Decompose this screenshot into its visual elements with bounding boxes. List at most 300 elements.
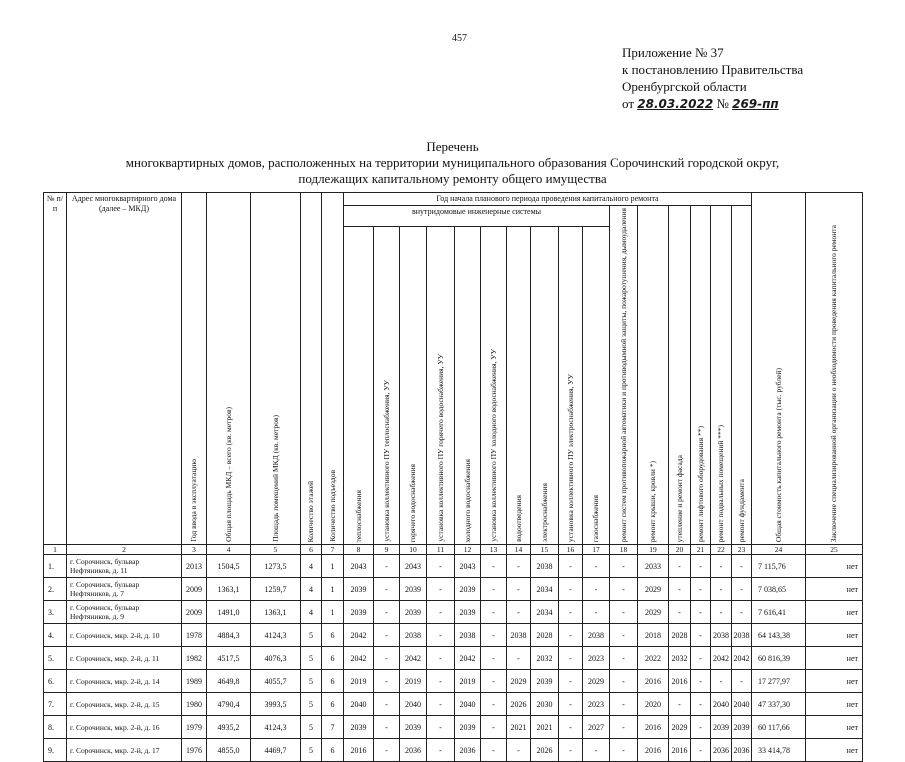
date-prefix: от: [622, 96, 635, 111]
table-cell: 2039: [400, 578, 427, 601]
table-cell: -: [610, 624, 638, 647]
table-cell: 2039: [711, 716, 732, 739]
table-cell: -: [610, 647, 638, 670]
table-cell: -: [507, 601, 531, 624]
table-cell: 2023: [583, 647, 610, 670]
title-line-2: многоквартирных домов, расположенных на территории муниципального образования Сорочинский городской округ,: [125, 155, 780, 170]
table-cell: 2039: [455, 601, 481, 624]
column-number: 25: [806, 545, 863, 555]
column-number: 13: [481, 545, 507, 555]
header-entrances: Количество подъездов: [322, 193, 344, 545]
header-total-area: Общая площадь МКД – всего (кв. метров): [207, 193, 251, 545]
table-cell: нет: [806, 601, 863, 624]
table-cell: 4517,5: [207, 647, 251, 670]
table-cell: -: [559, 555, 583, 578]
column-number: 2: [67, 545, 182, 555]
handwritten-number: 269-пп: [732, 97, 779, 111]
table-cell: 4855,0: [207, 739, 251, 762]
table-cell: 2030: [531, 693, 559, 716]
number-sign: №: [716, 96, 729, 111]
table-cell: 1979: [182, 716, 207, 739]
table-cell: 2021: [507, 716, 531, 739]
table-cell: 2009: [182, 601, 207, 624]
table-cell: 6: [322, 693, 344, 716]
table-cell: 7: [322, 716, 344, 739]
header-electric: электроснабжения: [531, 226, 559, 544]
row-address: г. Сорочинск, мкр. 2-й, д. 15: [67, 693, 182, 716]
document-title: [0, 139, 905, 187]
table-cell: 2043: [344, 555, 374, 578]
table-cell: 1363,1: [207, 578, 251, 601]
table-cell: 1363,1: [251, 601, 301, 624]
table-cell: 2026: [507, 693, 531, 716]
column-number: 23: [732, 545, 752, 555]
table-cell: 2038: [732, 624, 752, 647]
header-electric-pu: установка коллективного ПУ электроснабжения, УУ: [559, 226, 583, 544]
table-cell: -: [559, 578, 583, 601]
column-number: 4: [207, 545, 251, 555]
table-cell: 1976: [182, 739, 207, 762]
column-number: 20: [669, 545, 691, 555]
header-facade: утепление и ремонт фасада: [669, 206, 691, 545]
table-cell: 6: [322, 624, 344, 647]
header-sewage: водоотведения: [507, 226, 531, 544]
table-cell: 33 414,78: [752, 739, 806, 762]
table-cell: 2036: [732, 739, 752, 762]
column-number: 8: [344, 545, 374, 555]
table-cell: нет: [806, 739, 863, 762]
header-heating-pu: установка коллективного ПУ теплоснабжения, УУ: [374, 226, 400, 544]
table-cell: 2039: [344, 716, 374, 739]
table-cell: 4124,3: [251, 624, 301, 647]
header-address: Адрес многоквартирного дома (далее – МКД): [67, 193, 182, 545]
table-cell: 1978: [182, 624, 207, 647]
table-cell: -: [732, 670, 752, 693]
table-cell: -: [691, 555, 711, 578]
row-index: 7.: [44, 693, 67, 716]
table-cell: -: [691, 716, 711, 739]
table-cell: -: [481, 555, 507, 578]
table-cell: 2042: [455, 647, 481, 670]
column-number: 14: [507, 545, 531, 555]
table-cell: 4: [301, 601, 322, 624]
table-cell: 2018: [638, 624, 669, 647]
table-cell: -: [610, 555, 638, 578]
appendix-line-3: Оренбургской области: [622, 79, 747, 94]
page-number: 457: [452, 33, 467, 44]
table-cell: -: [481, 601, 507, 624]
table-cell: 2042: [400, 647, 427, 670]
table-cell: -: [691, 693, 711, 716]
table-cell: -: [427, 739, 455, 762]
table-cell: -: [507, 739, 531, 762]
table-cell: 2016: [344, 739, 374, 762]
row-address: г. Сорочинск, мкр. 2-й, д. 10: [67, 624, 182, 647]
table-cell: -: [583, 601, 610, 624]
table-cell: -: [481, 647, 507, 670]
row-index: 5.: [44, 647, 67, 670]
table-cell: нет: [806, 693, 863, 716]
table-cell: -: [374, 716, 400, 739]
row-address: г. Сорочинск, бульвар Нефтяников, д. 11: [67, 555, 182, 578]
table-cell: -: [669, 693, 691, 716]
table-cell: -: [559, 716, 583, 739]
header-heating: теплоснабжения: [344, 226, 374, 544]
table-cell: -: [481, 578, 507, 601]
table-cell: -: [427, 601, 455, 624]
table-cell: -: [610, 670, 638, 693]
table-row: [44, 693, 863, 716]
table-cell: 2040: [344, 693, 374, 716]
table-cell: -: [732, 555, 752, 578]
header-idx: № п/п: [44, 193, 67, 545]
table-cell: 5: [301, 670, 322, 693]
table-cell: 2042: [344, 647, 374, 670]
row-index: 4.: [44, 624, 67, 647]
table-cell: -: [481, 670, 507, 693]
table-cell: 2028: [669, 624, 691, 647]
table-cell: 4790,4: [207, 693, 251, 716]
table-row: [44, 739, 863, 762]
table-cell: 2040: [711, 693, 732, 716]
table-body: [44, 555, 863, 762]
table-cell: -: [427, 670, 455, 693]
table-cell: 64 143,38: [752, 624, 806, 647]
table-row: [44, 601, 863, 624]
row-address: г. Сорочинск, мкр. 2-й, д. 11: [67, 647, 182, 670]
table-cell: 60 117,66: [752, 716, 806, 739]
column-number-row: [44, 545, 863, 555]
table-cell: 4649,8: [207, 670, 251, 693]
table-cell: 4055,7: [251, 670, 301, 693]
table-cell: 6: [322, 670, 344, 693]
header-foundation: ремонт фундамента: [732, 206, 752, 545]
column-number: 16: [559, 545, 583, 555]
table-cell: нет: [806, 578, 863, 601]
table-cell: -: [583, 578, 610, 601]
table-cell: 2039: [400, 601, 427, 624]
table-row: [44, 670, 863, 693]
table-cell: -: [610, 578, 638, 601]
row-index: 2.: [44, 578, 67, 601]
table-cell: 2039: [455, 578, 481, 601]
table-cell: 2029: [638, 601, 669, 624]
table-cell: нет: [806, 555, 863, 578]
header-conclusion: Заключение специализированной организации о необходимости проведения капитального ремонта: [806, 193, 863, 545]
table-cell: -: [427, 647, 455, 670]
column-number: 6: [301, 545, 322, 555]
table-cell: -: [711, 578, 732, 601]
table-cell: -: [691, 670, 711, 693]
table-cell: 2023: [583, 693, 610, 716]
table-cell: 2016: [669, 739, 691, 762]
appendix-block: [622, 44, 803, 113]
table-cell: -: [374, 578, 400, 601]
table-cell: 2039: [455, 716, 481, 739]
table-cell: 1504,5: [207, 555, 251, 578]
table-cell: 1: [322, 578, 344, 601]
table-cell: -: [669, 601, 691, 624]
column-number: 1: [44, 545, 67, 555]
header-hot-water: горячего водоснабжения: [400, 226, 427, 544]
table-cell: -: [374, 555, 400, 578]
column-number: 11: [427, 545, 455, 555]
row-index: 9.: [44, 739, 67, 762]
table-cell: 3993,5: [251, 693, 301, 716]
table-cell: 2016: [669, 670, 691, 693]
header-hot-water-pu: установка коллективного ПУ горячего водоснабжения, УУ: [427, 226, 455, 544]
header-premises-area: Площадь помещений МКД (кв. метров): [251, 193, 301, 545]
appendix-line-1: Приложение № 37: [622, 45, 724, 60]
column-number: 12: [455, 545, 481, 555]
table-cell: -: [374, 670, 400, 693]
table-cell: 7 038,65: [752, 578, 806, 601]
column-number: 21: [691, 545, 711, 555]
column-number: 17: [583, 545, 610, 555]
table-cell: 2038: [711, 624, 732, 647]
table-cell: 2038: [400, 624, 427, 647]
table-cell: 2027: [583, 716, 610, 739]
table-cell: -: [427, 624, 455, 647]
table-cell: -: [583, 555, 610, 578]
table-cell: -: [669, 578, 691, 601]
table-cell: 2013: [182, 555, 207, 578]
table-cell: 2042: [711, 647, 732, 670]
table-cell: -: [610, 716, 638, 739]
table-cell: -: [610, 693, 638, 716]
row-address: г. Сорочинск, мкр. 2-й, д. 14: [67, 670, 182, 693]
handwritten-date: 28.03.2022: [637, 97, 714, 111]
table-cell: 4884,3: [207, 624, 251, 647]
table-cell: 2021: [531, 716, 559, 739]
table-cell: 5: [301, 647, 322, 670]
header-floors: Количество этажей: [301, 193, 322, 545]
table-cell: -: [427, 555, 455, 578]
table-cell: -: [507, 555, 531, 578]
row-address: г. Сорочинск, мкр. 2-й, д. 17: [67, 739, 182, 762]
table-cell: 2020: [638, 693, 669, 716]
table-cell: 1980: [182, 693, 207, 716]
table-cell: -: [559, 624, 583, 647]
table-cell: 17 277,97: [752, 670, 806, 693]
table-cell: -: [691, 624, 711, 647]
table-cell: -: [559, 647, 583, 670]
table-cell: 2029: [669, 716, 691, 739]
table-cell: 2036: [455, 739, 481, 762]
column-number: 22: [711, 545, 732, 555]
header-fire-systems: ремонт систем противопожарной автоматики и противодымной защиты, пожаротушения, дымоудаления: [610, 206, 638, 545]
table-cell: 2033: [638, 555, 669, 578]
table-cell: 2026: [531, 739, 559, 762]
appendix-line-2: к постановлению Правительства: [622, 62, 804, 77]
table-cell: -: [481, 624, 507, 647]
table-cell: -: [374, 647, 400, 670]
table-cell: -: [711, 601, 732, 624]
table-cell: 2040: [732, 693, 752, 716]
appendix-date-line: [622, 95, 803, 113]
column-number: 5: [251, 545, 301, 555]
row-index: 6.: [44, 670, 67, 693]
header-group-main: Год начала планового периода проведения капитального ремонта: [344, 193, 752, 206]
table-cell: 2032: [531, 647, 559, 670]
table-cell: 2032: [669, 647, 691, 670]
table-cell: 7 115,76: [752, 555, 806, 578]
table-cell: 2043: [455, 555, 481, 578]
table-cell: 2028: [531, 624, 559, 647]
table-cell: 2029: [638, 578, 669, 601]
table-cell: нет: [806, 716, 863, 739]
table-cell: 2040: [400, 693, 427, 716]
table-cell: 7 616,41: [752, 601, 806, 624]
table-cell: 2039: [344, 601, 374, 624]
table-cell: 2022: [638, 647, 669, 670]
table-cell: 2042: [732, 647, 752, 670]
table-cell: -: [691, 647, 711, 670]
column-number: 7: [322, 545, 344, 555]
row-address: г. Сорочинск, мкр. 2-й, д. 16: [67, 716, 182, 739]
table-cell: 1491,0: [207, 601, 251, 624]
header-elevator: ремонт лифтового оборудования **): [691, 206, 711, 545]
table-cell: -: [559, 693, 583, 716]
table-cell: 2019: [344, 670, 374, 693]
table-cell: -: [711, 670, 732, 693]
header-gas: газоснабжения: [583, 226, 610, 544]
table-cell: -: [427, 578, 455, 601]
table-row: [44, 647, 863, 670]
table-cell: 6: [322, 739, 344, 762]
table-row: [44, 716, 863, 739]
table-cell: -: [481, 739, 507, 762]
table-cell: 5: [301, 693, 322, 716]
table-cell: 2034: [531, 578, 559, 601]
table-cell: 2043: [400, 555, 427, 578]
column-number: 15: [531, 545, 559, 555]
table-cell: 2038: [507, 624, 531, 647]
table-cell: 6: [322, 647, 344, 670]
table-cell: 4124,3: [251, 716, 301, 739]
table-cell: 2038: [583, 624, 610, 647]
table-cell: 2029: [583, 670, 610, 693]
table-cell: -: [732, 601, 752, 624]
table-cell: нет: [806, 624, 863, 647]
table-cell: 4469,7: [251, 739, 301, 762]
table-cell: 1982: [182, 647, 207, 670]
row-index: 8.: [44, 716, 67, 739]
table-cell: 1: [322, 601, 344, 624]
column-number: 19: [638, 545, 669, 555]
title-line-1: Перечень: [426, 139, 479, 154]
table-cell: -: [559, 670, 583, 693]
table-cell: 4: [301, 578, 322, 601]
table-cell: -: [427, 693, 455, 716]
table-cell: -: [374, 601, 400, 624]
table-cell: 4935,2: [207, 716, 251, 739]
table-cell: 2016: [638, 716, 669, 739]
table-cell: 2009: [182, 578, 207, 601]
table-cell: -: [691, 578, 711, 601]
table-cell: -: [481, 693, 507, 716]
table-cell: -: [691, 601, 711, 624]
table-cell: -: [427, 716, 455, 739]
table-cell: 2039: [400, 716, 427, 739]
table-cell: 1989: [182, 670, 207, 693]
housing-register-table: [43, 192, 863, 762]
header-group-engineering: внутридомовые инженерные системы: [344, 206, 610, 227]
table-cell: 2016: [638, 739, 669, 762]
table-cell: -: [559, 739, 583, 762]
table-cell: нет: [806, 647, 863, 670]
header-cold-water: холодного водоснабжения: [455, 226, 481, 544]
table-cell: 2038: [531, 555, 559, 578]
table-cell: -: [507, 647, 531, 670]
table-cell: 2034: [531, 601, 559, 624]
table-cell: 2040: [455, 693, 481, 716]
table-row: [44, 624, 863, 647]
table-cell: -: [691, 739, 711, 762]
title-line-3: подлежащих капитальному ремонту общего имущества: [298, 171, 607, 186]
table-cell: 60 816,39: [752, 647, 806, 670]
table-cell: 2016: [638, 670, 669, 693]
table-cell: 2036: [711, 739, 732, 762]
table-cell: 2019: [400, 670, 427, 693]
table-cell: -: [732, 578, 752, 601]
row-index: 3.: [44, 601, 67, 624]
table-cell: 5: [301, 739, 322, 762]
table-cell: 47 337,30: [752, 693, 806, 716]
column-number: 3: [182, 545, 207, 555]
header-year: Год ввода в эксплуатацию: [182, 193, 207, 545]
table-cell: 4076,3: [251, 647, 301, 670]
table-cell: 5: [301, 624, 322, 647]
table-cell: нет: [806, 670, 863, 693]
table-cell: 1273,5: [251, 555, 301, 578]
table-cell: 2039: [344, 578, 374, 601]
header-cost: Общая стоимость капитального ремонта (тыс. рублей): [752, 193, 806, 545]
table-cell: -: [669, 555, 691, 578]
table-cell: 2036: [400, 739, 427, 762]
column-number: 24: [752, 545, 806, 555]
table-cell: 2039: [732, 716, 752, 739]
table-cell: -: [610, 739, 638, 762]
table-cell: -: [507, 578, 531, 601]
column-number: 9: [374, 545, 400, 555]
table-row: [44, 578, 863, 601]
header-roof: ремонт крыши, кровли *): [638, 206, 669, 545]
table-cell: 5: [301, 716, 322, 739]
row-address: г. Сорочинск, бульвар Нефтяников, д. 7: [67, 578, 182, 601]
table-cell: 2029: [507, 670, 531, 693]
table-cell: -: [374, 624, 400, 647]
table-cell: -: [583, 739, 610, 762]
column-number: 18: [610, 545, 638, 555]
table-cell: -: [481, 716, 507, 739]
table-cell: -: [711, 555, 732, 578]
table-cell: 2042: [344, 624, 374, 647]
table-cell: -: [374, 693, 400, 716]
table-cell: -: [610, 601, 638, 624]
header-basement: ремонт подвальных помещений ***): [711, 206, 732, 545]
table-cell: 1: [322, 555, 344, 578]
row-address: г. Сорочинск, бульвар Нефтяников, д. 9: [67, 601, 182, 624]
table-cell: -: [374, 739, 400, 762]
table-row: [44, 555, 863, 578]
table-cell: 4: [301, 555, 322, 578]
table-cell: 2039: [531, 670, 559, 693]
column-number: 10: [400, 545, 427, 555]
table-cell: 2038: [455, 624, 481, 647]
table-cell: 2019: [455, 670, 481, 693]
row-index: 1.: [44, 555, 67, 578]
